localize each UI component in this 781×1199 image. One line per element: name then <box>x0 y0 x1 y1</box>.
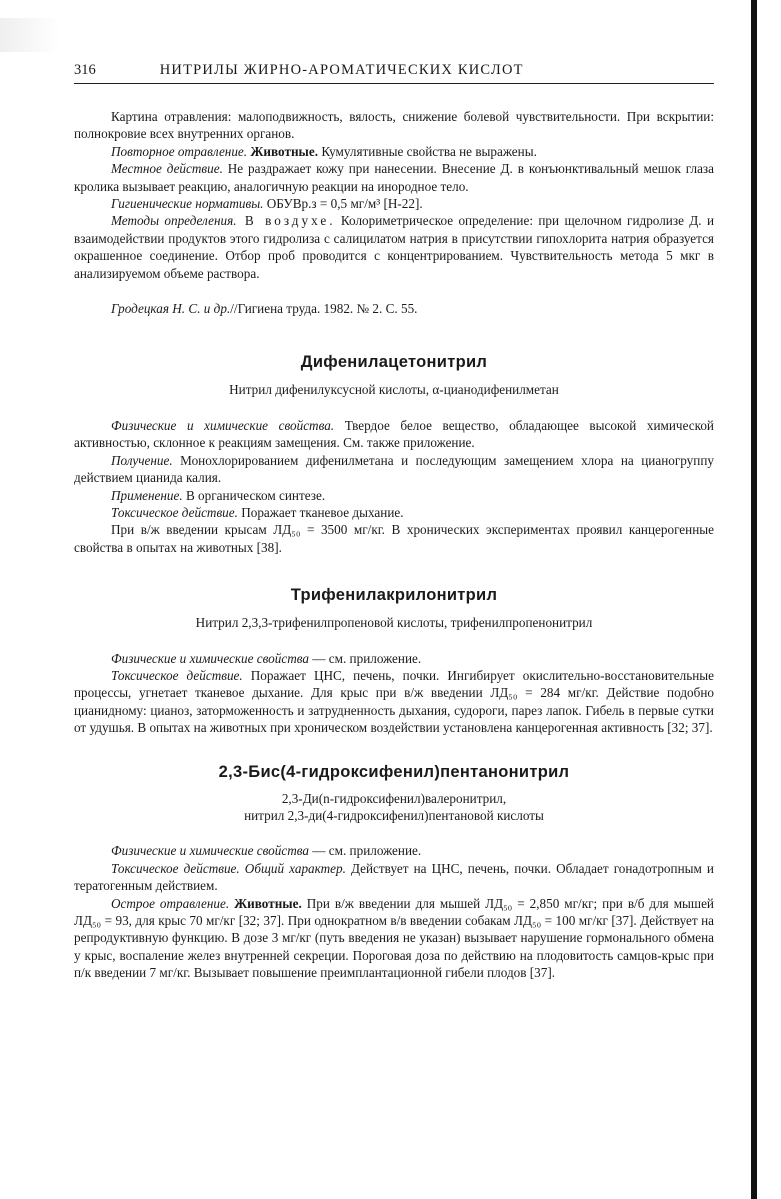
hygiene-paragraph <box>74 195 714 212</box>
properties-label: Физические и химические свойства. <box>111 417 335 433</box>
reference-source: //Гигиена труда. 1982. № 2. С. 55. <box>230 301 418 317</box>
toxic-action-paragraph <box>74 504 714 521</box>
section-synonyms: Нитрил 2,3,3-трифенилпропеновой кислоты, трифенилпропенонитрил <box>195 615 593 631</box>
repeat-poisoning-paragraph <box>74 143 714 160</box>
section-synonyms: Нитрил дифенилуксусной кислоты, α-цианодифенилметан <box>229 382 559 398</box>
methods-text: Колориметрическое определение: при щелочном гидролизе Д. и взаимодействии продуктов этого гидролиза с салицилатом натрия в присутствии гипохлорита натрия образуется окрашенное соединение. Отбор проб проводится с концентрированием. Чувствительность метода 5 мкг в анализируемом объеме раствора. <box>74 213 715 281</box>
scan-page-edge <box>751 0 757 1199</box>
properties-label: Физические и химические свойства <box>111 650 309 666</box>
page-number: 316 <box>74 62 96 78</box>
acute-poisoning-paragraph <box>74 895 714 982</box>
toxic-action-paragraph <box>74 860 714 895</box>
scan-smudge <box>0 18 60 52</box>
properties-text: — см. приложение. <box>308 650 422 666</box>
application-paragraph <box>74 487 714 504</box>
application-text: В органическом синтезе. <box>182 487 326 503</box>
methods-paragraph <box>74 212 714 282</box>
repeat-poisoning-label: Повторное отравление. <box>111 143 248 159</box>
properties-paragraph <box>74 842 714 859</box>
toxic-action-label: Токсическое действие. <box>111 504 238 520</box>
reference-authors: Гродецкая Н. С. и др. <box>111 301 231 317</box>
preparation-text: Монохлорированием дифенилметана и последующим замещением хлора на цианогруппу действием цианида калия. <box>74 452 714 486</box>
toxic-action-text: Действует на ЦНС, печень, почки. Обладает гонадотропным и тератогенным действием. <box>74 860 714 894</box>
toxic-action-text: Поражает ЦНС, печень, почки. Ингибирует окислительно-восстановительные процессы, угнетает тканевое дыхание. Для крыс при в/ж введении ЛД₅₀ = 284 мг/кг. Действие подобно цианидному: цианоз, заторможенность и затрудненность дыхания, судороги, парез лапок. Гибель в первые сутки от удушья. В опытах на животных при хроническом воздействии установлена канцерогенная активность [32; 37]. <box>74 667 714 736</box>
repeat-animals-label: Животные. <box>250 143 319 159</box>
ld50-text: При в/ж введении крысам ЛД₅₀ = 3500 мг/кг. В хронических экспериментах проявил канцерогенные свойства в опытах на животных [38]. <box>74 522 714 555</box>
poisoning-picture-text: Картина отравления: малоподвижность, вялость, снижение болевой чувствительности. При вскрытии: полнокровие всех внутренних органов. <box>74 109 714 142</box>
toxic-action-label: Токсическое действие. Общий характер. <box>111 860 346 876</box>
methods-label: Методы определения. <box>111 213 237 229</box>
acute-poisoning-label: Острое отравление. <box>111 895 230 911</box>
book-page <box>74 62 714 982</box>
section-title-bis-hydroxyphenyl-pentanenitrile: 2,3-Бис(4-гидроксифенил)пентанонитрил <box>218 762 570 781</box>
properties-paragraph <box>74 650 714 667</box>
ld50-paragraph <box>74 521 714 556</box>
properties-text: Твердое белое вещество, обладающее высокой химической активностью, склонное к реакциям замещения. См. также приложение. <box>74 417 714 451</box>
properties-paragraph <box>74 417 714 452</box>
acute-poisoning-text: При в/ж введении для мышей ЛД₅₀ = 2,850 мг/кг; при в/б для мышей ЛД₅₀ = 93, для крыс 70 мг/кг [32; 37]. При однократном в/в введении собакам ЛД₅₀ = 100 мг/кг [37]. Действует на репродуктивную функцию. В дозе 3 мг/кг (путь введения не указан) вызывает нарушение гормонального обмена у крыс, воспаление желез внутренней секреции. Пороговая доза по действию на плодовитость самцов-крыс при п/к введении 7 мг/кг. Вызывает повышение преимплантационной гибели плодов [37]. <box>74 895 714 981</box>
local-action-paragraph <box>74 160 714 195</box>
local-action-label: Местное действие. <box>111 161 223 177</box>
application-label: Применение. <box>111 487 183 503</box>
preparation-label: Получение. <box>111 452 173 468</box>
section-title-triphenylacrylonitrile: Трифенилакрилонитрил <box>290 586 498 605</box>
running-title: НИТРИЛЫ ЖИРНО-АРОМАТИЧЕСКИХ КИСЛОТ <box>159 62 524 78</box>
toxic-action-label: Токсическое действие. <box>111 667 243 683</box>
reference <box>74 300 714 317</box>
properties-label: Физические и химические свойства <box>111 843 309 859</box>
repeat-poisoning-text: Кумулятивные свойства не выражены. <box>318 143 537 159</box>
preparation-paragraph <box>74 452 714 487</box>
properties-text: — см. приложение. <box>308 843 422 859</box>
toxic-action-text: Поражает тканевое дыхание. <box>237 504 404 520</box>
methods-air-label: В воздухе. <box>236 213 336 229</box>
hygiene-label: Гигиенические нормативы. <box>111 196 264 212</box>
poisoning-picture-paragraph <box>74 108 714 143</box>
section-title-diphenylacetonitrile: Дифенилацетонитрил <box>300 353 488 372</box>
local-action-text: Не раздражает кожу при нанесении. Внесение Д. в конъюнктивальный мешок глаза кролика вызывает реакцию, аналогичную реакции на инородное тело. <box>74 161 714 194</box>
section-synonyms-line1: 2,3-Ди(n-гидроксифенил)валеронитрил, <box>281 790 507 806</box>
toxic-action-paragraph <box>74 667 714 737</box>
hygiene-text: ОБУВр.з = 0,5 мг/м³ [Н-22]. <box>263 196 423 212</box>
acute-animals-label: Животные. <box>234 895 302 911</box>
running-header <box>74 62 714 84</box>
section-synonyms-line2: нитрил 2,3-ди(4-гидроксифенил)пентановой кислоты <box>244 807 544 823</box>
